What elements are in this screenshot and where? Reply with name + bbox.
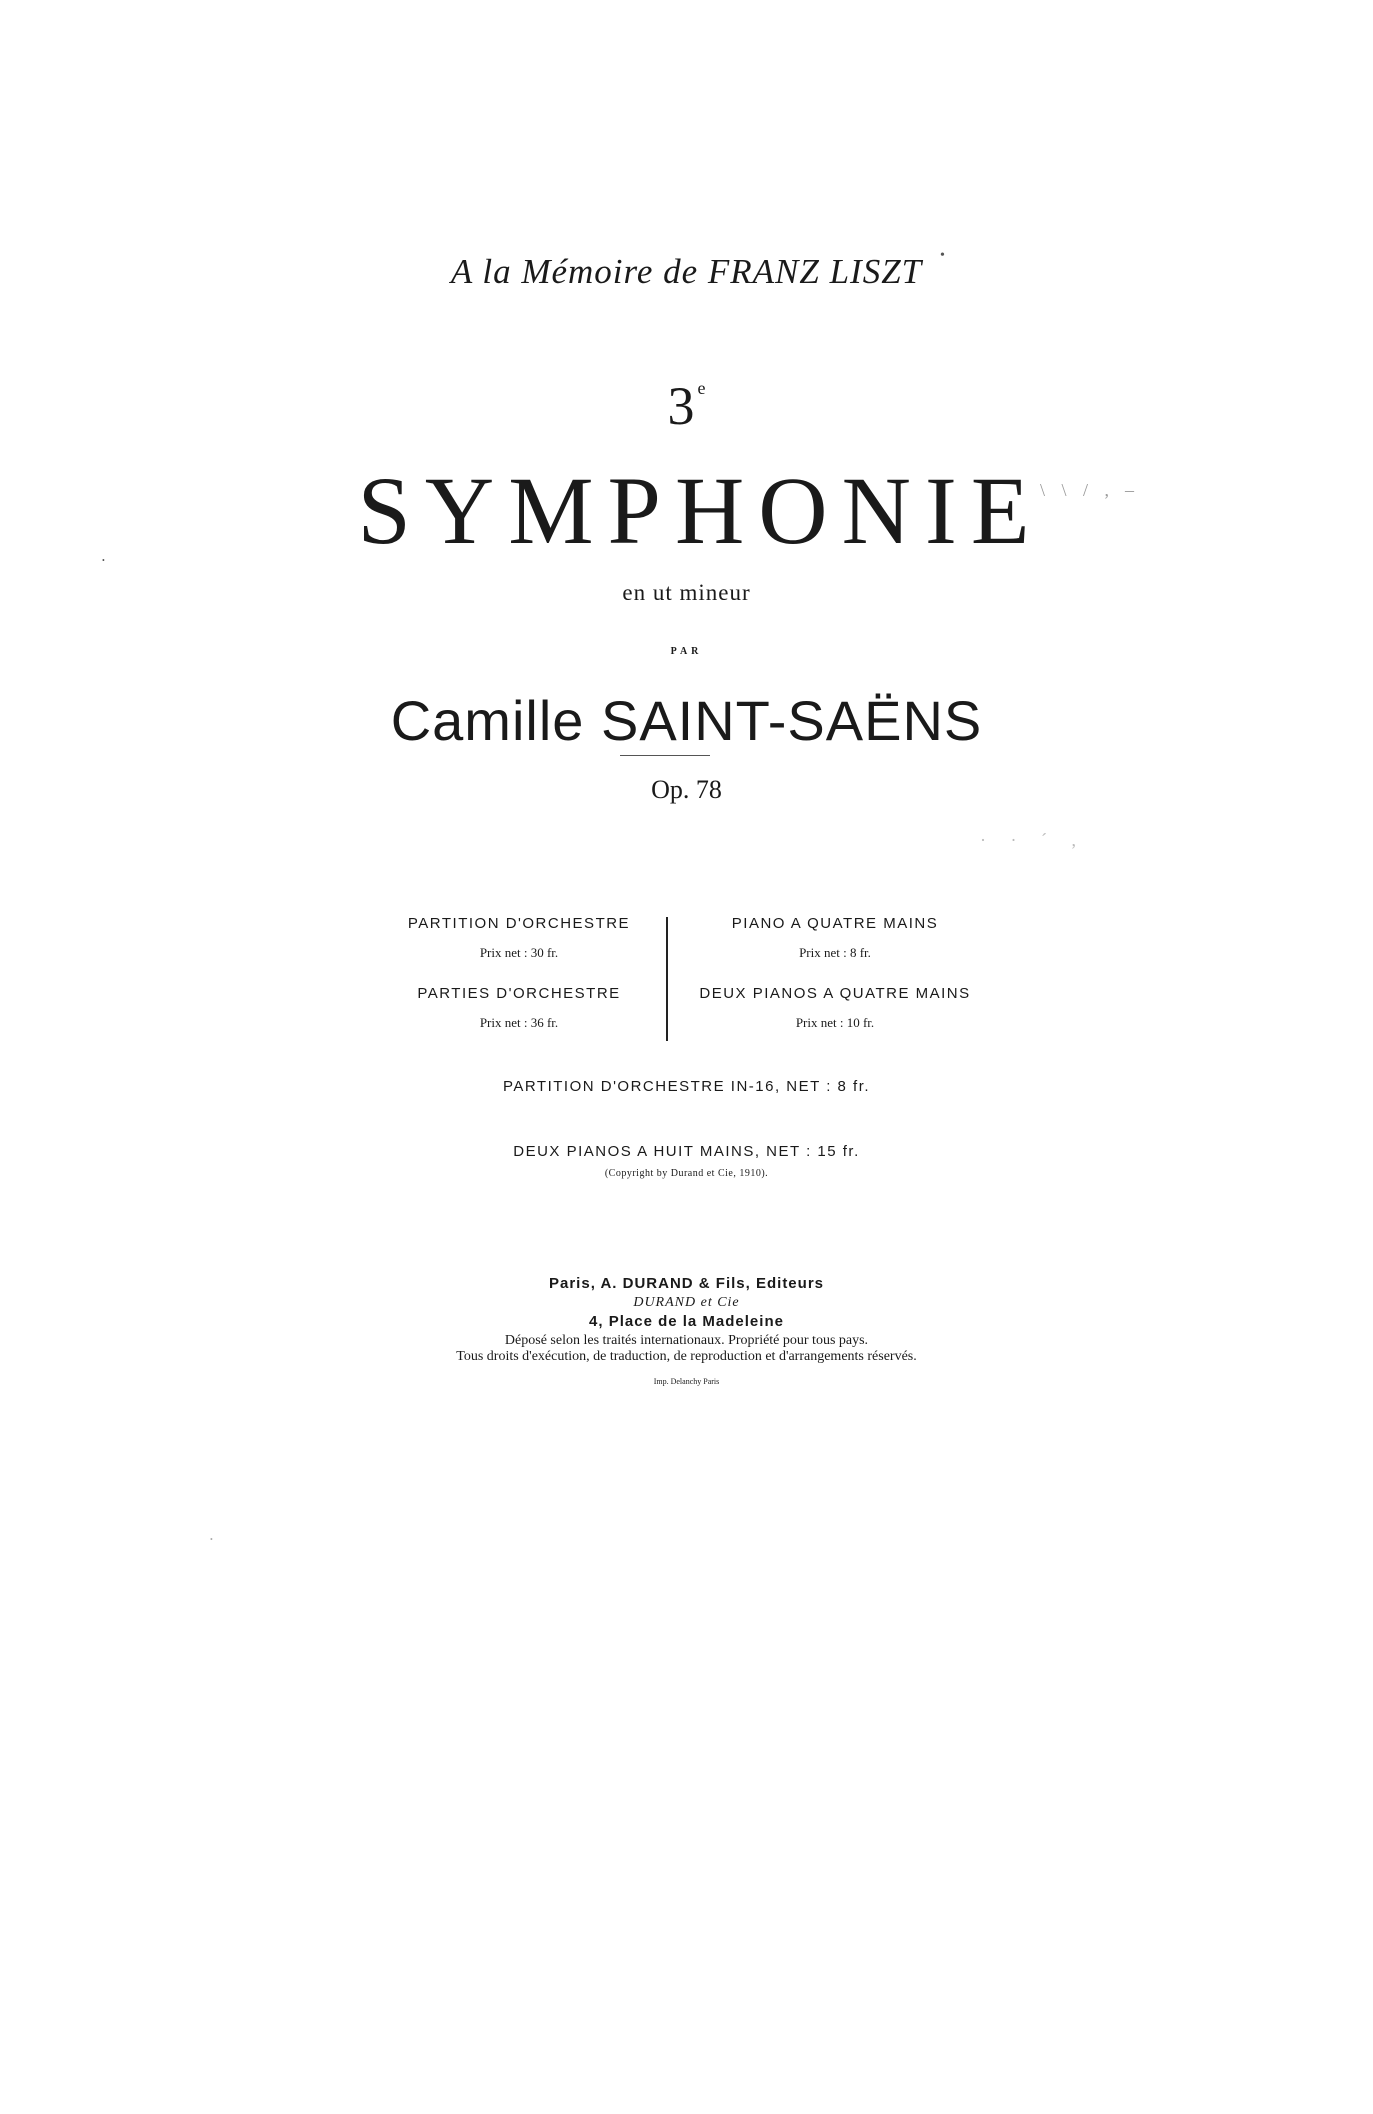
edition-title: PARTITION D'ORCHESTRE xyxy=(407,915,631,932)
symphony-number-suffix: e xyxy=(697,378,706,398)
printer-mark: Imp. Delanchy Paris xyxy=(653,1377,720,1386)
column-divider xyxy=(666,917,668,1041)
scan-mark: • xyxy=(940,248,945,263)
scan-mark: \ \ / , xyxy=(1040,480,1116,500)
symphony-number-digit: 3 xyxy=(667,376,695,436)
legal-notice: Déposé selon les traités internationaux. Propriété pour tous pays. xyxy=(504,1333,869,1348)
editions-grid xyxy=(370,915,1000,1041)
publisher-line: Paris, A. DURAND & Fils, Editeurs xyxy=(549,1275,824,1292)
symphony-number xyxy=(0,375,1373,437)
edition-title: DEUX PIANOS A QUATRE MAINS xyxy=(699,985,971,1002)
eight-hands-edition: DEUX PIANOS A HUIT MAINS, NET : 15 fr. xyxy=(513,1143,860,1160)
edition-price: Prix net : 8 fr. xyxy=(799,945,871,960)
edition-price: Prix net : 30 fr. xyxy=(479,945,559,960)
scan-mark: • xyxy=(102,556,105,565)
composer-underline xyxy=(620,755,710,756)
edition-price: Prix net : 10 fr. xyxy=(795,1015,875,1030)
edition-price: Prix net : 36 fr. xyxy=(479,1015,559,1030)
rights-notice: Tous droits d'exécution, de traduction, de reproduction et d'arrangements réservés. xyxy=(456,1349,917,1364)
editions-right-column xyxy=(670,915,1000,1055)
key-subtitle: en ut mineur xyxy=(622,580,751,605)
edition-title: PARTIES D'ORCHESTRE xyxy=(417,985,621,1002)
scan-mark: · · ´ , xyxy=(980,830,1086,850)
scan-mark: – xyxy=(1125,480,1134,500)
publisher-imprint: DURAND et Cie xyxy=(633,1295,740,1310)
pocket-score-edition: PARTITION D'ORCHESTRE IN-16, NET : 8 fr. xyxy=(502,1078,871,1095)
opus-number: Op. 78 xyxy=(651,775,722,804)
by-label: PAR xyxy=(670,646,703,657)
page-title: SYMPHONIE xyxy=(357,457,1044,564)
dedication: A la Mémoire de FRANZ LISZT xyxy=(450,252,923,291)
composer-name: Camille SAINT-SAËNS xyxy=(390,689,983,752)
copyright-notice: (Copyright by Durand et Cie, 1910). xyxy=(604,1168,769,1179)
publisher-address: 4, Place de la Madeleine xyxy=(589,1313,784,1330)
edition-title: PIANO A QUATRE MAINS xyxy=(731,915,939,932)
editions-left-column xyxy=(370,915,668,1055)
scan-mark: • xyxy=(210,1535,213,1544)
